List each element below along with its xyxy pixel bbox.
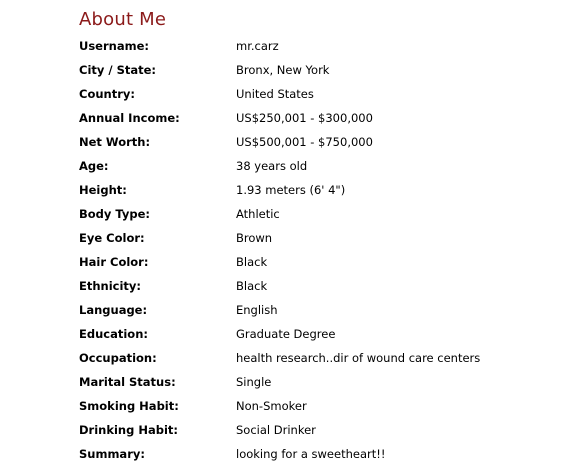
profile-row-city-state [79, 58, 480, 82]
age-label: Age: [79, 159, 109, 173]
height-value: 1.93 meters (6' 4") [236, 183, 346, 197]
ethnicity-label: Ethnicity: [79, 279, 142, 293]
username-value: mr.carz [236, 39, 279, 53]
about-me-heading: About Me [79, 9, 167, 30]
summary-value: looking for a sweetheart!! [236, 447, 386, 461]
profile-rows [79, 34, 480, 466]
profile-row-net-worth [79, 130, 480, 154]
country-value: United States [236, 87, 314, 101]
profile-row-hair-color [79, 250, 480, 274]
profile-row-education [79, 322, 480, 346]
profile-row-drinking-habit [79, 418, 480, 442]
profile-row-country [79, 82, 480, 106]
marital-status-label: Marital Status: [79, 375, 176, 389]
eye-color-value: Brown [236, 231, 273, 245]
profile-details-table [79, 34, 480, 466]
summary-label: Summary: [79, 447, 145, 461]
eye-color-label: Eye Color: [79, 231, 145, 245]
smoking-habit-value: Non-Smoker [236, 399, 307, 413]
profile-row-body-type [79, 202, 480, 226]
profile-row-age [79, 154, 480, 178]
net-worth-value: US$500,001 - $750,000 [236, 135, 373, 149]
education-value: Graduate Degree [236, 327, 336, 341]
ethnicity-value: Black [236, 279, 268, 293]
body-type-label: Body Type: [79, 207, 151, 221]
profile-row-height [79, 178, 480, 202]
annual-income-value: US$250,001 - $300,000 [236, 111, 373, 125]
country-label: Country: [79, 87, 135, 101]
city-state-label: City / State: [79, 63, 157, 77]
age-value: 38 years old [236, 159, 308, 173]
profile-row-username [79, 34, 480, 58]
profile-row-summary [79, 442, 480, 466]
language-value: English [236, 303, 278, 317]
profile-row-occupation [79, 346, 480, 370]
drinking-habit-value: Social Drinker [236, 423, 316, 437]
profile-row-eye-color [79, 226, 480, 250]
smoking-habit-label: Smoking Habit: [79, 399, 179, 413]
profile-row-annual-income [79, 106, 480, 130]
profile-row-marital-status [79, 370, 480, 394]
drinking-habit-label: Drinking Habit: [79, 423, 179, 437]
hair-color-value: Black [236, 255, 268, 269]
net-worth-label: Net Worth: [79, 135, 151, 149]
education-label: Education: [79, 327, 148, 341]
marital-status-value: Single [236, 375, 272, 389]
body-type-value: Athletic [236, 207, 280, 221]
occupation-value: health research..dir of wound care centers [236, 351, 481, 365]
occupation-label: Occupation: [79, 351, 157, 365]
city-state-value: Bronx, New York [236, 63, 330, 77]
annual-income-label: Annual Income: [79, 111, 180, 125]
username-label: Username: [79, 39, 149, 53]
language-label: Language: [79, 303, 148, 317]
profile-row-ethnicity [79, 274, 480, 298]
profile-row-smoking-habit [79, 394, 480, 418]
profile-row-language [79, 298, 480, 322]
height-label: Height: [79, 183, 127, 197]
hair-color-label: Hair Color: [79, 255, 149, 269]
